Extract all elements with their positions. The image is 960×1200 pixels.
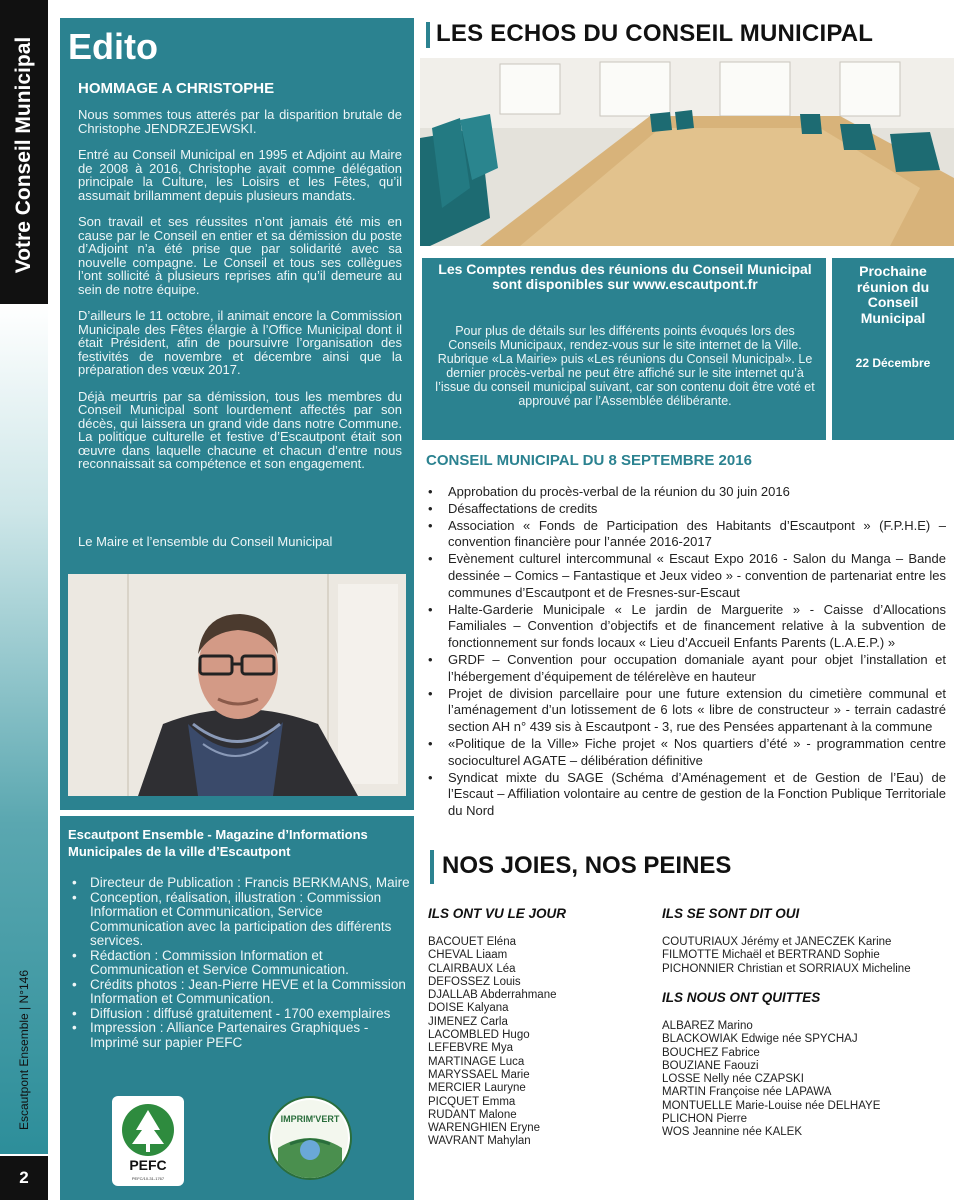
death-name: BLACKOWIAK Edwige née SPYCHAJ bbox=[662, 1033, 858, 1046]
credits-item: • Diffusion : diffusé gratuitement - 1700 exemplaires bbox=[70, 1007, 410, 1022]
pefc-logo-code: PEFC/10-31-1767 bbox=[131, 1176, 165, 1181]
birth-name: CHEVAL Liaam bbox=[428, 949, 508, 962]
birth-name: MARYSSAEL Marie bbox=[428, 1068, 530, 1081]
portrait-illustration bbox=[68, 574, 406, 796]
edito-paragraph: Déjà meurtris par sa démission, tous les membres du Conseil Municipal sont lourdement affectés par son décès, qui laissera un grand vide dans notre Commune. La politique culturelle et festive d’Escautpont était son œuvre dans laquelle chacune et chacun d’entre nous reconnaissait sa compétence et son engagement. bbox=[78, 388, 402, 471]
section-title-vertical: Votre Conseil Municipal bbox=[12, 36, 36, 274]
agenda-item: • Halte-Garderie Municipale « Le jardin de Marguerite » - Caisse d’Allocations Familiales – Convention d’objectifs et de financement relative à la subvention de fonctionnement sur fonds locaux « Lieu d’Accueil Enfants Parents (L.A.E.P.) » bbox=[428, 602, 946, 652]
credits-item: • Conception, réalisation, illustration : Commission Information et Communication, Service Communication avec la participation des différents services. bbox=[70, 891, 410, 949]
birth-name: LACOMBLED Hugo bbox=[428, 1029, 530, 1042]
agenda-item: • Désaffectations de credits bbox=[428, 501, 946, 518]
edito-subtitle: HOMMAGE A CHRISTOPHE bbox=[78, 80, 275, 97]
edito-body bbox=[78, 108, 402, 484]
edito-paragraph: D’ailleurs le 11 octobre, il animait encore la Commission Municipale des Fêtes élargie à l’Office Municipal dont il était Président, afin de poursuivre l’organisation des festivités de novembre et décembre ainsi que la préparation des vœux 2017. bbox=[78, 308, 402, 377]
birth-name: JIMENEZ Carla bbox=[428, 1015, 508, 1028]
death-name: BOUZIANE Faouzi bbox=[662, 1059, 759, 1072]
agenda-item: • Syndicat mixte du SAGE (Schéma d’Aménagement et de Gestion de l’Eau) de l’Escaut – Affiliation volontaire au centre de gestion de la Fonction Publique Territoriale du Nord bbox=[428, 770, 946, 820]
joies-peines-title: NOS JOIES, NOS PEINES bbox=[442, 852, 732, 879]
imprim-vert-logo bbox=[268, 1096, 352, 1180]
agenda-item: • Projet de division parcellaire pour une future extension du cimetière communal et l’aménagement d’un lotissement de 6 lots « libre de constructeur » - terrain cadastré section AH n° 439 sis à Escautpont - 3, rue des Pensées appartenant à la commune bbox=[428, 686, 946, 736]
next-meeting-title: Prochaine réunion du Conseil Municipal bbox=[856, 263, 930, 326]
birth-name: WARENGHIEN Eryne bbox=[428, 1122, 541, 1135]
birth-name: RUDANT Malone bbox=[428, 1108, 517, 1121]
pefc-logo bbox=[112, 1096, 184, 1186]
births-heading: ILS ONT VU LE JOUR bbox=[428, 906, 567, 921]
council-session-title: CONSEIL MUNICIPAL DU 8 SEPTEMBRE 2016 bbox=[426, 452, 752, 469]
agenda-item: • Association « Fonds de Participation des Habitants d’Escautpont » (F.P.H.E) – convention financière pour l’année 2016-2017 bbox=[428, 518, 946, 552]
imprim-vert-text: IMPRIM'VERT bbox=[280, 1114, 340, 1124]
credits-item: • Rédaction : Commission Information et Communication et Service Communication. bbox=[70, 949, 410, 978]
births-list bbox=[428, 936, 648, 1149]
death-name: PLICHON Pierre bbox=[662, 1113, 747, 1126]
birth-name: DEFOSSEZ Louis bbox=[428, 975, 521, 988]
portrait-photo bbox=[68, 574, 406, 796]
agenda-item: • Evènement culturel intercommunal « Escaut Expo 2016 - Salon du Manga – Bande dessinée – Comics – Fantastique et Jeux video » - convention de partenariat entre les communes d’Escautpont et de Fresnes-sur-Escaut bbox=[428, 551, 946, 601]
birth-name: MERCIER Lauryne bbox=[428, 1082, 526, 1095]
magazine-heading: Escautpont Ensemble - Magazine d’Informations Municipales de la ville d’Escautpont bbox=[68, 827, 368, 859]
death-name: WOS Jeannine née KALEK bbox=[662, 1126, 802, 1139]
echos-title: LES ECHOS DU CONSEIL MUNICIPAL bbox=[436, 20, 874, 47]
deaths-heading: ILS NOUS ONT QUITTES bbox=[662, 990, 821, 1005]
wedding-names: PICHONNIER Christian et SORRIAUX Micheline bbox=[662, 962, 911, 975]
death-name: MONTUELLE Marie-Louise née DELHAYE bbox=[662, 1099, 881, 1112]
edito-title: Edito bbox=[68, 26, 158, 67]
page-number: 2 bbox=[0, 1156, 48, 1200]
birth-name: PICQUET Emma bbox=[428, 1095, 516, 1108]
wedding-names: FILMOTTE Michaël et BERTRAND Sophie bbox=[662, 949, 880, 962]
agenda-item: • «Politique de la Ville» Fiche projet « Nos quartiers d’été » - programmation centre socioculturel AGATE – délibération définitive bbox=[428, 736, 946, 770]
agenda-item: • GRDF – Convention pour occupation domaniale ayant pour objet l’installation et l’hébergement d’équipement de télérelève en hauteur bbox=[428, 652, 946, 686]
credits-item: • Directeur de Publication : Francis BERKMANS, Maire bbox=[70, 876, 410, 891]
death-name: BOUCHEZ Fabrice bbox=[662, 1046, 760, 1059]
birth-name: WAVRANT Mahylan bbox=[428, 1135, 531, 1148]
birth-name: MARTINAGE Luca bbox=[428, 1055, 525, 1068]
edito-paragraph: Entré au Conseil Municipal en 1995 et Adjoint au Maire de 2008 à 2016, Christophe avait comme délégation principale la Culture, les Loisirs et les Fêtes, qu’il assumait brillamment depuis plusieurs mandats. bbox=[78, 147, 402, 203]
wedding-names: COUTURIAUX Jérémy et JANECZEK Karine bbox=[662, 936, 892, 948]
imprim-vert-icon bbox=[270, 1098, 350, 1178]
weddings-list bbox=[662, 936, 952, 976]
death-name: ALBAREZ Marino bbox=[662, 1020, 753, 1032]
edito-paragraph: Son travail et ses réussites n’ont jamais été mis en cause par le Conseil en entier et sa démission du poste d’Adjoint n’a été prise que par solidarité avec sa nouvelle compagne. Le Conseil et tous ses collègues l’ont sollicité à plusieurs reprises afin qu’il demeure au sein de notre équipe. bbox=[78, 214, 402, 297]
side-gradient bbox=[0, 304, 48, 824]
next-meeting-date: 22 Décembre bbox=[855, 356, 931, 370]
edito-signature: Le Maire et l’ensemble du Conseil Municipal bbox=[78, 534, 333, 549]
death-name: LOSSE Nelly née CZAPSKI bbox=[662, 1073, 804, 1086]
birth-name: DJALLAB Abderrahmane bbox=[428, 989, 557, 1002]
pefc-logo-text: PEFC bbox=[129, 1157, 167, 1173]
magazine-reference: Escautpont Ensemble | N°146 bbox=[17, 969, 32, 1131]
birth-name: CLAIRBAUX Léa bbox=[428, 962, 516, 975]
credits-list bbox=[70, 876, 410, 1050]
credits-item: • Crédits photos : Jean-Pierre HEVE et la Commission Information et Communication. bbox=[70, 978, 410, 1007]
meeting-room-illustration bbox=[420, 58, 954, 246]
meeting-room-photo bbox=[420, 58, 954, 246]
agenda-item: • Approbation du procès-verbal de la réunion du 30 juin 2016 bbox=[428, 484, 946, 501]
birth-name: LEFEBVRE Mya bbox=[428, 1042, 513, 1055]
agenda-list bbox=[428, 484, 946, 820]
birth-name: BACOUET Eléna bbox=[428, 936, 516, 948]
comptes-rendus-title: Les Comptes rendus des réunions du Conseil Municipal sont disponibles sur www.escautpont.fr bbox=[438, 261, 812, 292]
credits-item: • Impression : Alliance Partenaires Graphiques - Imprimé sur papier PEFC bbox=[70, 1021, 410, 1050]
death-name: MARTIN Françoise née LAPAWA bbox=[662, 1086, 832, 1099]
section-accent-bar bbox=[426, 22, 430, 48]
birth-name: DOISE Kalyana bbox=[428, 1002, 509, 1015]
comptes-rendus-body: Pour plus de détails sur les différents points évoqués lors des Conseils Municipaux, rendez-vous sur le site internet de la Ville. Rubrique «La Mairie» puis «Les réunions du Conseil Municipal». Le dernier procès-verbal ne peut être affiché sur le site internet qu’à l’issue du conseil municipal suivant, car son contenu doit être voté et approuvé par l’Assemblée délibérante. bbox=[435, 324, 815, 408]
pefc-tree-icon bbox=[112, 1096, 184, 1186]
section-accent-bar bbox=[430, 850, 434, 884]
deaths-list bbox=[662, 1020, 952, 1140]
edito-paragraph: Nous sommes tous atterés par la disparition brutale de Christophe JENDRZEJEWSKI. bbox=[78, 107, 402, 136]
weddings-heading: ILS SE SONT DIT OUI bbox=[662, 906, 800, 921]
